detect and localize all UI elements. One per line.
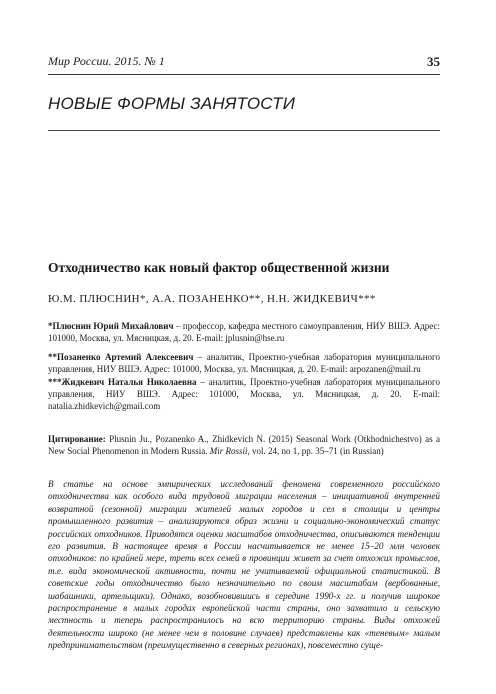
abstract [48,478,440,652]
affiliation-3 [48,376,440,412]
section-title: НОВЫЕ ФОРМЫ ЗАНЯТОСТИ [48,94,296,113]
affiliation-text: – профессор, кафедра местного самоуправления, НИУ ВШЭ. Адрес: 101000, Москва, ул. Мясницкая, д. 20. E-mail: jplusnin@hse.ru [48,321,440,343]
citation-text: Plusnin Ju., Pozanenko A., Zhidkevich N. (2015) Seasonal Work (Otkhodnichestvo) as a New Social Phenomenon in Modern Russia. [48,434,440,456]
affiliation-name: **Позаненко Артемий Алексеевич [48,352,194,362]
affiliation-name: ***Жидкевич Наталья Николаевна [48,377,197,387]
affiliation-text: – аналитик, Проектно-учебная лаборатория муниципального управления, НИУ ВШЭ. Адрес: 101000, Москва, ул. Мясницкая, д. 20. E-mail: natalia.zhidkevich@gmail.com [48,377,440,411]
citation-block [48,433,440,457]
section-rule [48,130,440,131]
citation-label: Цитирование: [48,434,106,444]
article-authors: Ю.М. ПЛЮСНИН*, А.А. ПОЗАНЕНКО**, Н.Н. ЖИДКЕВИЧ*** [48,293,376,305]
article-title: Отходничество как новый фактор общественной жизни [48,260,390,275]
journal-name: Мир России. 2015. № 1 [48,54,165,68]
header-rule [48,74,440,75]
affiliation-2 [48,351,440,375]
affiliation-text: – аналитик, Проектно-учебная лаборатория муниципального управления, НИУ ВШЭ. Адрес: 101000, Москва, ул. Мясницкая, д. 20. E-mail: arpozanen@mail.ru [48,352,440,374]
running-head [48,54,440,72]
citation-details: vol. 24, no 1, pp. 35–71 (in Russian) [249,446,384,456]
page-number: 35 [427,54,440,69]
abstract-text: В статье на основе эмпирических исследований феномена современного российского отходничества как особого вида трудовой миграции населения – инициативной внутренней возвратной (сезонной) миграции жителей малых городов и сел в столицы и центры промышленного развития – анализируются образ жизни и социально-экономический статус российских отходников. Приводятся оценки масштабов отходничества, описываются тенденции его развития. В настоящее время в России насчитывается не менее 15–20 млн человек отходников: по крайней мере, треть всех семей в провинции живет за счет отхожих промыслов, т.е. вида экономической активности, почти не учитываемой официальной статистикой. В советские годы отходничество было незначительно по своим масштабам (вербованные, шабашники, артельщики). Однако, возобновившись в середине 1990-х гг. и получив широкое распространение в малых городах европейской части страны, оно захватило и сельскую местность и теперь распространилось на всю территорию страны. Виды отхожей деятельности широко (не менее чем в половине случаев) представлены как «теневым» малым предпринимательством (преимущественно в северных регионах), повсеместно суще- [48,479,440,651]
affiliation-name: *Плюснин Юрий Михайлович [48,321,174,331]
affiliation-1 [48,320,440,344]
citation-journal: Mir Rossii, [209,446,250,456]
